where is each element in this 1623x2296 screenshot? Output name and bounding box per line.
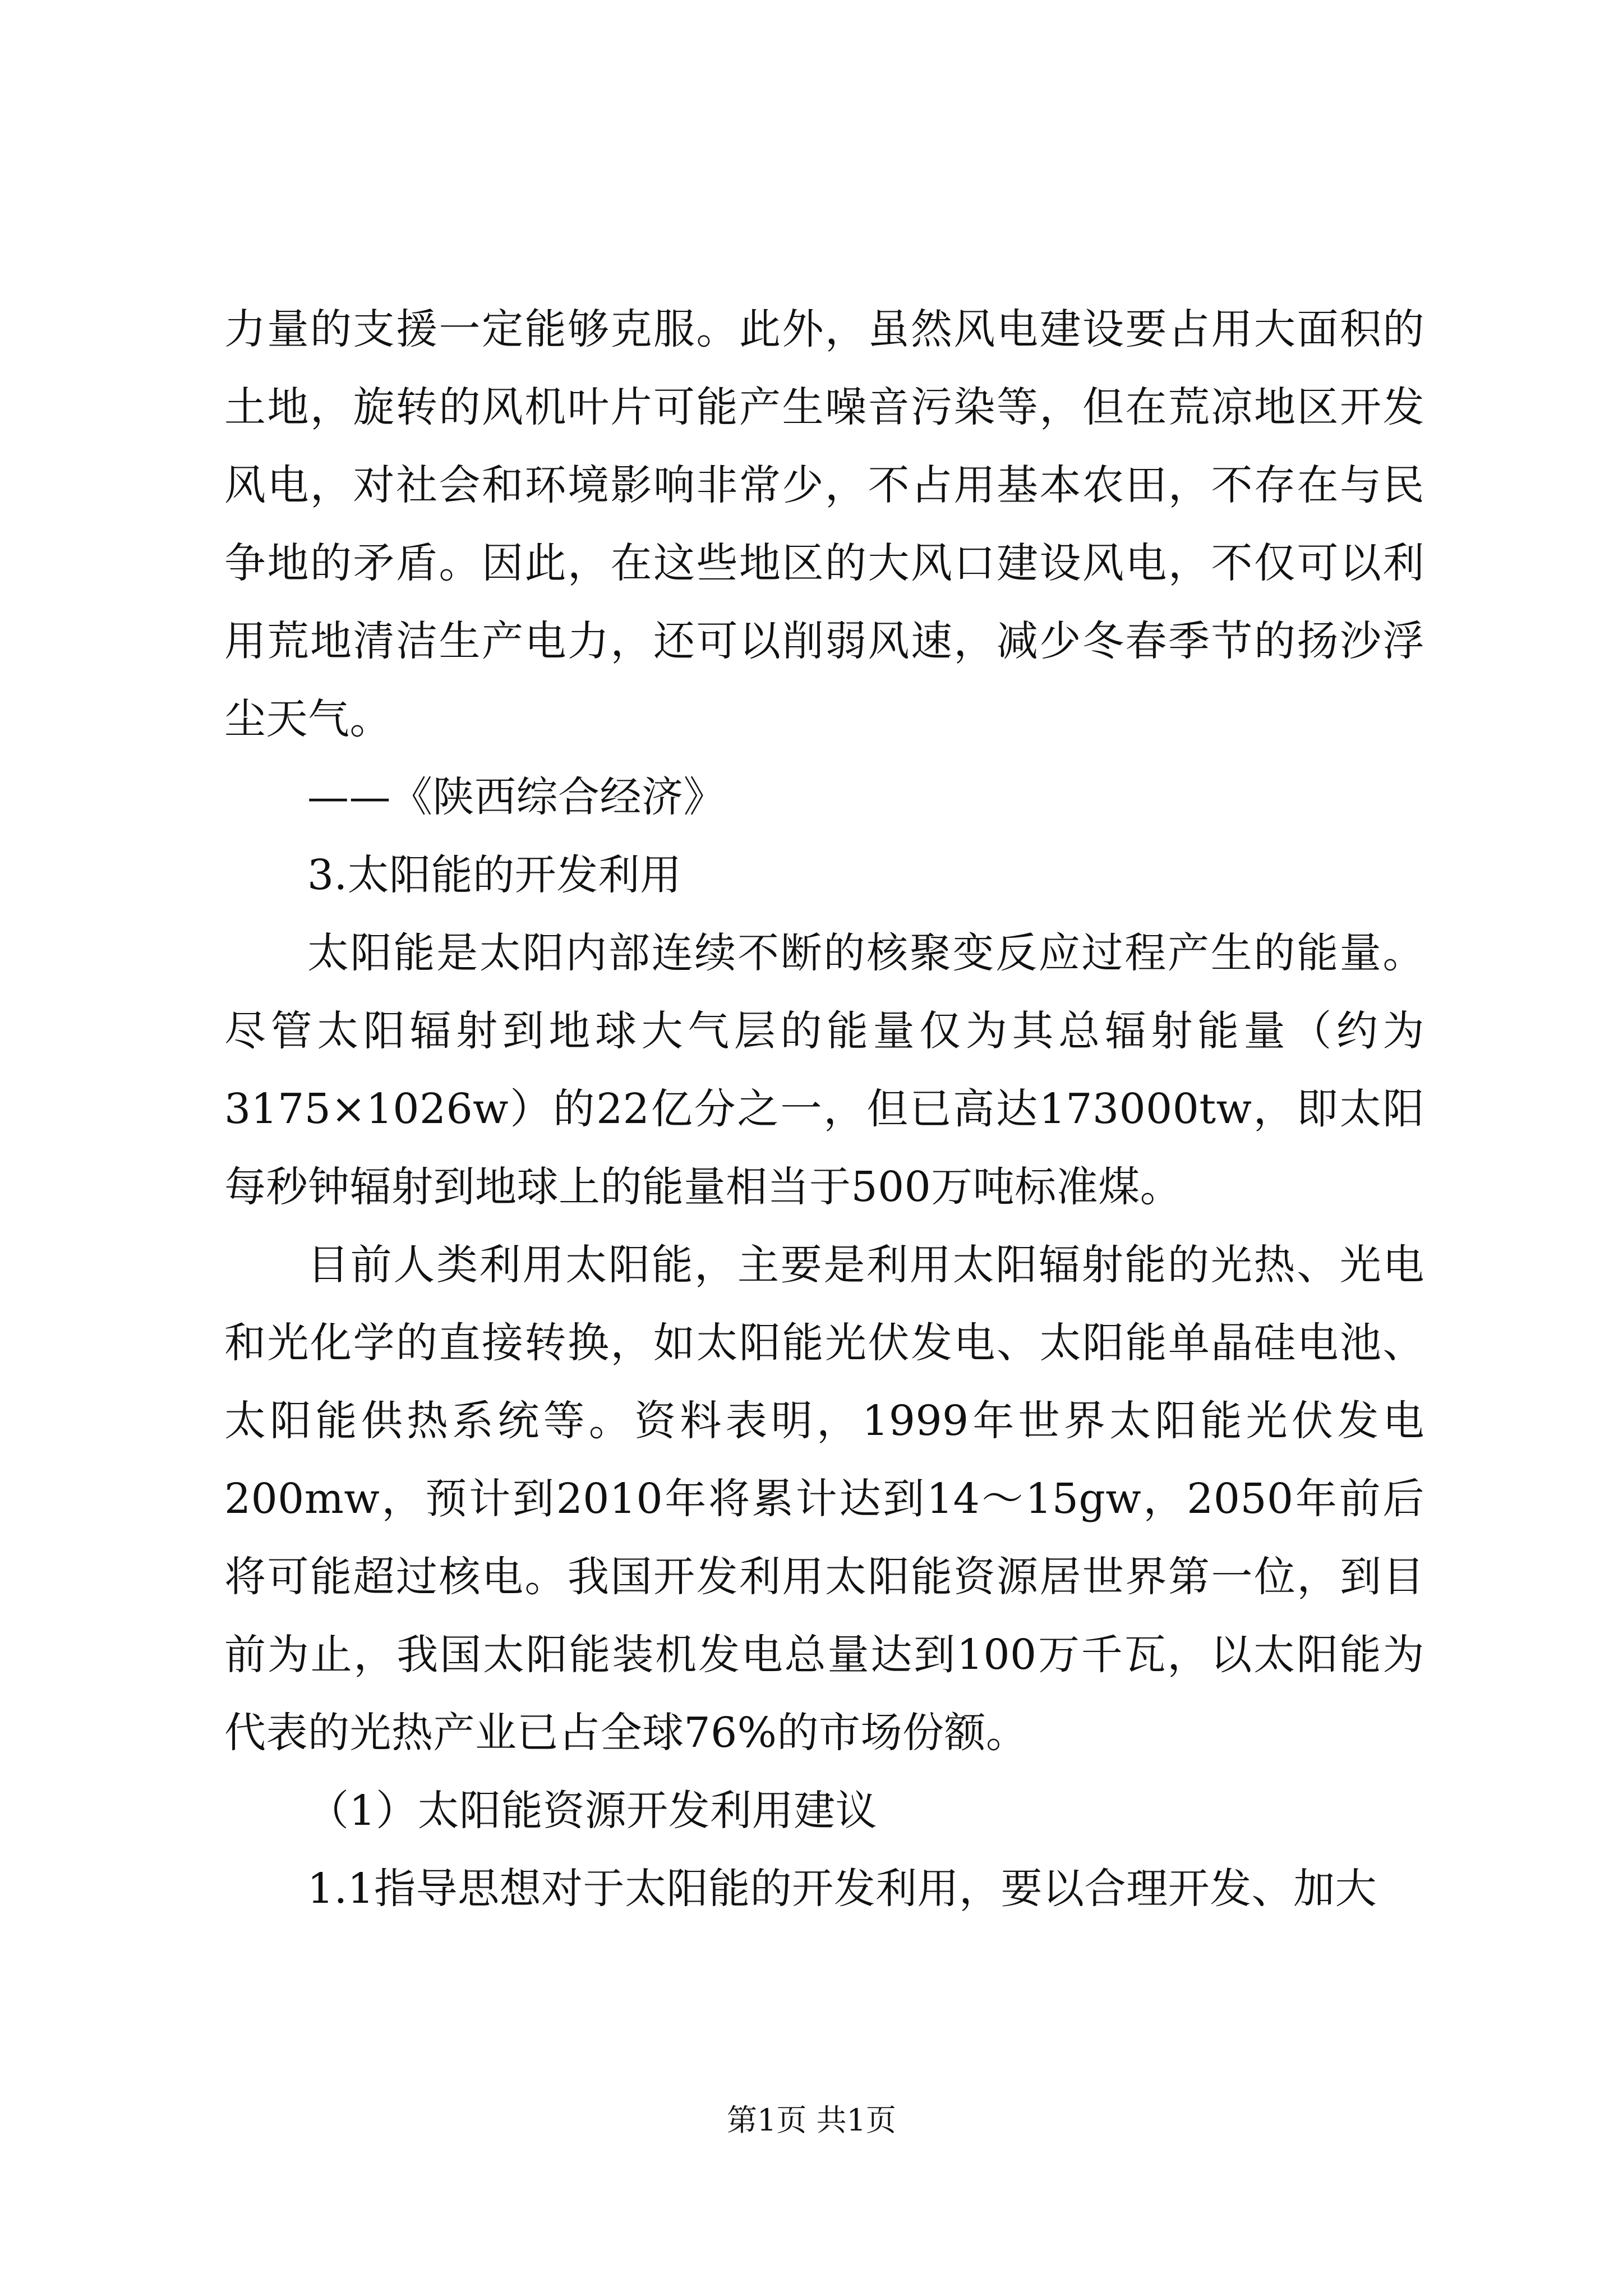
subsection-heading: （1）太阳能资源开发利用建议 xyxy=(307,1787,878,1835)
paragraph: 太阳能是太阳内部连续不断的核聚变反应过程产生的能量。尽管太阳辐射到地球大气层的能量仅为其总辐射能量（约为3175×1026w）的22亿分之一，但已高达173000tw，即太阳每秒钟辐射到地球上的能量相当于500万吨标准煤。 xyxy=(224,929,1424,1211)
paragraph: 目前人类利用太阳能，主要是利用太阳辐射能的光热、光电和光化学的直接转换，如太阳能光伏发电、太阳能单晶硅电池、太阳能供热系统等。资料表明，1999年世界太阳能光伏发电200mw，预计到2010年将累计达到14～15gw，2050年前后将可能超过核电。我国开发利用太阳能资源居世界第一位，到目前为止，我国太阳能装机发电总量达到100万千瓦，以太阳能为代表的光热产业已占全球76%的市场份额。 xyxy=(224,1241,1424,1757)
section-heading: 3.太阳能的开发利用 xyxy=(307,851,682,899)
source-citation: ——《陕西综合经济》 xyxy=(307,773,725,821)
paragraph: 1.1指导思想对于太阳能的开发利用，要以合理开发、加大 xyxy=(307,1865,1377,1913)
paragraph: 力量的支援一定能够克服。此外，虽然风电建设要占用大面积的土地，旋转的风机叶片可能产生噪音污染等，但在荒凉地区开发风电，对社会和环境影响非常少，不占用基本农田，不存在与民争地的矛盾。因此，在这些地区的大风口建设风电，不仅可以利用荒地清洁生产电力，还可以削弱风速，减少冬春季节的扬沙浮尘天气。 xyxy=(224,305,1424,743)
document-body xyxy=(224,291,1424,1928)
page-footer: 第1页 共1页 xyxy=(727,2102,896,2138)
